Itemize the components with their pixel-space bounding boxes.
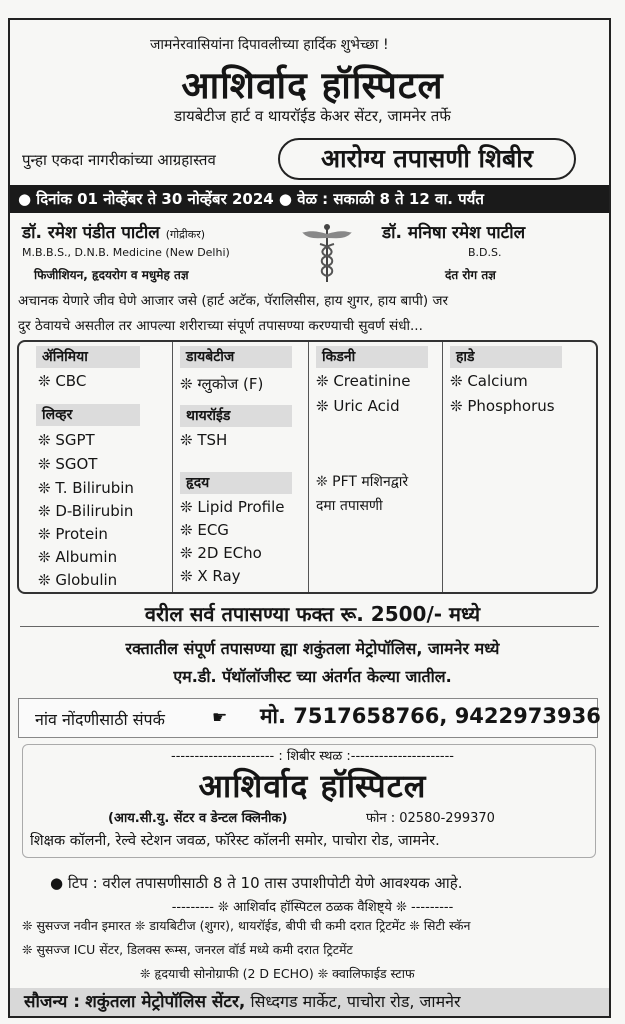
test-item: ❊ 2D ECho: [180, 544, 262, 562]
test-item: ❊ SGOT: [38, 455, 98, 473]
test-heading-bones: हाडे: [450, 346, 562, 368]
test-heading-heart: हृदय: [180, 472, 292, 494]
hospital-subtitle: डायबेटीज हार्ट व थायरॉईड केअर सेंटर, जामनेर तर्फे: [174, 107, 451, 125]
caduceus-icon: [300, 222, 354, 284]
test-item: ❊ Creatinine: [316, 372, 411, 390]
footer-address: सिध्दगड मार्केट, पाचोरा रोड, जामनेर: [250, 992, 461, 1011]
test-item: ❊ SGPT: [38, 431, 95, 449]
blood-info-line-1: रक्तातील संपूर्ण तपासण्या ह्या शकुंतला मेट्रोपॉलिस, जामनेर मध्ये: [125, 639, 500, 658]
footer-bar: [10, 988, 609, 1016]
test-item: ❊ Uric Acid: [316, 397, 400, 415]
test-item: ❊ Phosphorus: [450, 397, 555, 415]
column-divider: [172, 342, 173, 592]
test-item: ❊ Protein: [38, 525, 108, 543]
test-heading-liver: लिव्हर: [36, 404, 140, 426]
doctor-1-degree: M.B.B.S., D.N.B. Medicine (New Delhi): [22, 246, 230, 259]
test-item: ❊ D-Bilirubin: [38, 502, 134, 520]
test-item: ❊ T. Bilirubin: [38, 479, 134, 497]
doctor-1-name: [22, 220, 205, 243]
footer-label: सौजन्य :: [24, 992, 81, 1012]
doctor-2-name: डॉ. मनिषा रमेश पाटील: [382, 223, 526, 243]
venue-phone[interactable]: फोन : 02580-299370: [366, 811, 495, 826]
column-divider: [442, 342, 443, 592]
description-line-2: दुर ठेवायचे असतील तर आपल्या शरीराच्या संपूर्ण तपासण्या करण्याची सुवर्ण संधी...: [18, 318, 423, 334]
camp-title: आरोग्य तपासणी शिबीर: [278, 138, 576, 180]
pointing-hand-icon: ☛: [212, 708, 228, 728]
column-divider: [308, 342, 309, 592]
features-title: --------- ❊ आशिर्वाद हॉस्पिटल ठळक वैशिष्ट्ये ❊ ---------: [171, 900, 454, 915]
hospital-name: आशिर्वाद हॉस्पिटल: [181, 63, 444, 107]
test-heading-diabetes: डायबेटीज: [180, 346, 292, 368]
test-item: ❊ Globulin: [38, 571, 118, 589]
test-heading-kidney: किडनी: [316, 346, 428, 368]
greeting-text: जामनेरवासियांना दिपावलीच्या हार्दिक शुभेच्छा !: [150, 37, 389, 53]
test-item: ❊ Calcium: [450, 372, 528, 390]
price-text: वरील सर्व तपासण्या फक्त रू. 2500/- मध्ये: [144, 602, 481, 626]
feature-line-2: ❊ सुसज्ज ICU सेंटर, डिलक्स रूम्स, जनरल वॉर्ड मध्ये कमी दरात ट्रिटमेंट: [22, 942, 353, 957]
test-item: ❊ ग्लुकोज (F): [180, 375, 264, 393]
test-item: ❊ Albumin: [38, 548, 118, 566]
test-item: ❊ X Ray: [180, 567, 241, 585]
description-line-1: अचानक येणारे जीव घेणे आजार जसे (हार्ट अटॅक, पॅरालिसीस, हाय शुगर, हाय बापी) जर: [18, 293, 449, 309]
venue-address: शिक्षक कॉलनी, रेल्वे स्टेशन जवळ, फॉरेस्ट कॉलनी समोर, पाचोरा रोड, जामनेर.: [30, 833, 440, 849]
test-heading-anemia: ॲनिमिया: [36, 346, 140, 368]
test-item-pft: ❊ PFT मशिनद्वारे: [316, 474, 409, 490]
date-time-bar: ● दिनांक 01 नोव्हेंबर ते 30 नोव्हेंबर 2024 ● वेळ : सकाळी 8 ते 12 वा. पर्यंत: [10, 185, 609, 213]
divider: [20, 626, 599, 627]
test-item: ❊ ECG: [180, 521, 229, 539]
test-item: ❊ TSH: [180, 431, 228, 449]
doctor-1-alias: (गोद्रीकर): [165, 228, 205, 241]
contact-phones[interactable]: मो. 7517658766, 9422973936: [260, 704, 601, 728]
feature-line-1: ❊ सुसज्ज नवीन इमारत ❊ डायबिटीज (शुगर), थायरॉईड, बीपी ची कमी दरात ट्रिटमेंट ❊ सिटी स्कॅन: [22, 918, 471, 933]
venue-label: ---------------------- : शिबीर स्थळ :----------------------: [171, 749, 454, 764]
contact-label: नांव नोंदणीसाठी संपर्क: [35, 710, 165, 729]
camp-intro: पुन्हा एकदा नागरीकांच्या आग्रहास्तव: [22, 151, 216, 169]
doctor-2-degree: B.D.S.: [468, 246, 502, 259]
doctor-2-specialty: दंत रोग तज्ञ: [445, 268, 496, 282]
footer-sponsor: शकुंतला मेट्रोपॉलिस सेंटर,: [85, 992, 246, 1012]
test-item-pft-detail: दमा तपासणी: [316, 498, 383, 514]
doctor-1-name-text: डॉ. रमेश पंडीत पाटील: [22, 223, 160, 243]
feature-line-3: ❊ हृदयाची सोनोग्राफी (2 D ECHO) ❊ क्वालिफाईड स्टाफ: [140, 966, 415, 981]
venue-type: (आय.सी.यु. सेंटर व डेन्टल क्लिनीक): [108, 811, 288, 826]
doctor-1-specialty: फिजीशियन, हृदयरोग व मधुमेह तज्ञ: [34, 268, 189, 282]
test-item: ❊ CBC: [38, 372, 87, 390]
venue-hospital-name: आशिर्वाद हॉस्पिटल: [198, 767, 427, 805]
tip-text: ● टिप : वरील तपासणीसाठी 8 ते 10 तास उपाशीपोटी येणे आवश्यक आहे.: [50, 874, 463, 892]
blood-info-line-2: एम.डी. पॅथॉलॉजीस्ट च्या अंतर्गत केल्या जातील.: [173, 667, 452, 686]
test-heading-thyroid: थायरॉईड: [180, 405, 292, 427]
test-item: ❊ Lipid Profile: [180, 498, 285, 516]
